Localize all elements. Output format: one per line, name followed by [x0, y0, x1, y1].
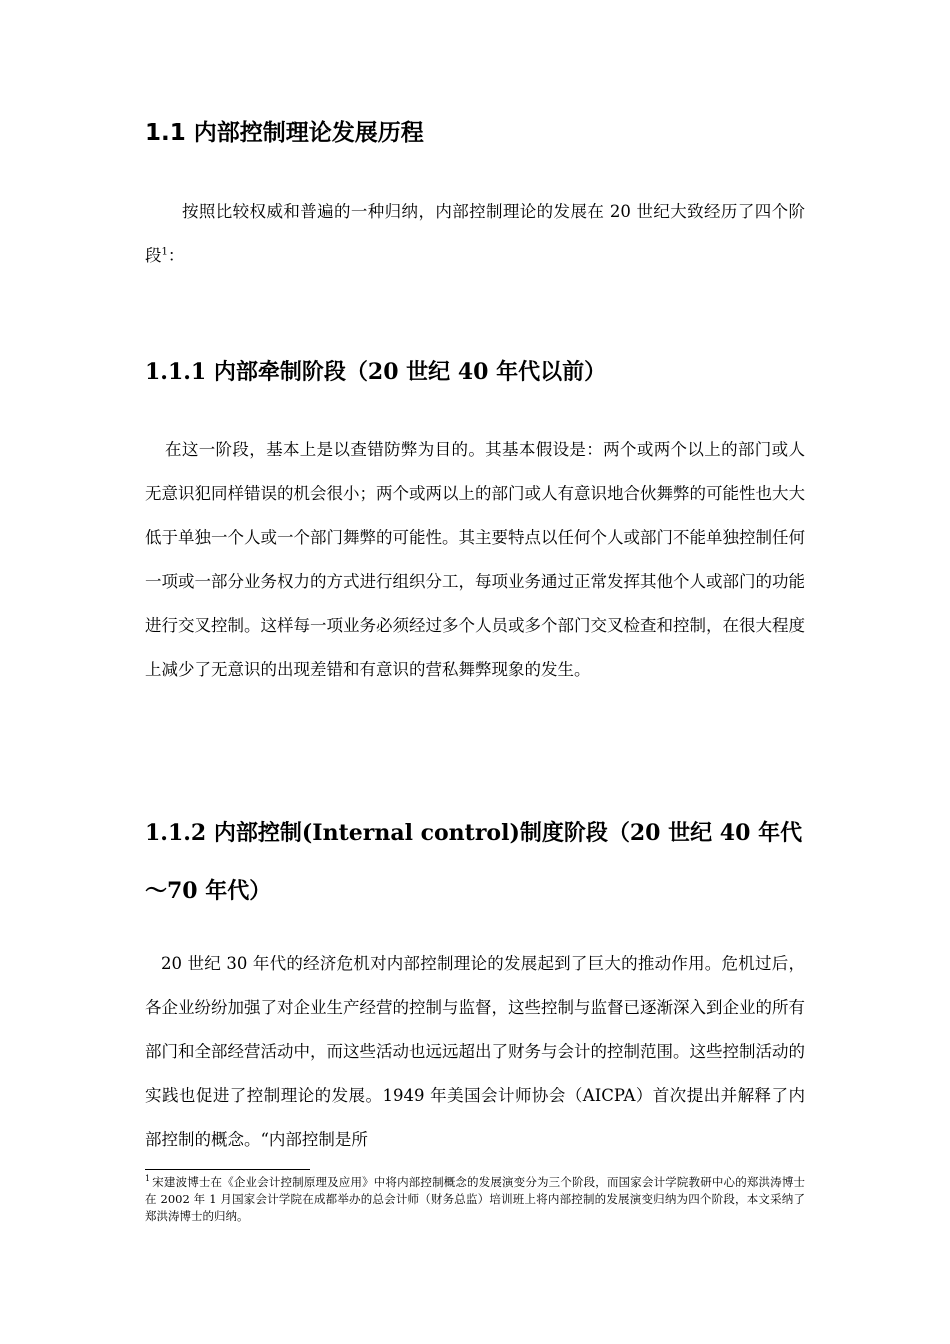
footnote-mark: 1 — [145, 1174, 151, 1184]
footnote-separator — [145, 1169, 310, 1170]
section-1-1-2-paragraph: 20 世纪 30 年代的经济危机对内部控制理论的发展起到了巨大的推动作用。危机过后，各企业纷纷加强了对企业生产经营的控制与监督，这些控制与监督已逐渐深入到企业的所有部门和全部经营活动中，而这些活动也远远超出了财务与会计的控制范围。这些控制活动的实践也促进了控制理论的发展。1949 年美国会计师协会（AICPA）首次提出并解释了内部控制的概念。“内部控制是所 — [145, 954, 805, 1149]
intro-tail: ： — [167, 246, 185, 265]
section-heading-1-1: 1.1 内部控制理论发展历程 — [145, 120, 424, 146]
intro-text: 按照比较权威和普遍的一种归纳，内部控制理论的发展在 20 世纪大致经历了四个阶段 — [145, 202, 805, 265]
footnote-reference[interactable]: 1 — [161, 246, 168, 258]
section-heading-1-1-1: 1.1.1 内部牵制阶段（20 世纪 40 年代以前） — [145, 359, 607, 385]
section-heading-1-1-2: 1.1.2 内部控制(Internal control)制度阶段（20 世纪 40 年代～70 年代） — [145, 820, 803, 904]
footnote-text: 宋建波博士在《企业会计控制原理及应用》中将内部控制概念的发展演变分为三个阶段，而国家会计学院教研中心的郑洪涛博士在 2002 年 1 月国家会计学院在成都举办的总会计师（财务总监）培训班上将内部控制的发展演变归纳为四个阶段，本文采纳了郑洪涛博士的归纳。 — [145, 1175, 805, 1223]
section-1-1-1-paragraph: 在这一阶段，基本上是以查错防弊为目的。其基本假设是：两个或两个以上的部门或人无意识犯同样错误的机会很小；两个或两以上的部门或人有意识地合伙舞弊的可能性也大大低于单独一个人或一个部门舞弊的可能性。其主要特点以任何个人或部门不能单独控制任何一项或一部分业务权力的方式进行组织分工，每项业务通过正常发挥其他个人或部门的功能进行交叉控制。这样每一项业务必须经过多个人员或多个部门交叉检查和控制，在很大程度上减少了无意识的出现差错和有意识的营私舞弊现象的发生。 — [145, 440, 805, 679]
intro-paragraph — [145, 190, 805, 278]
footnote — [145, 1174, 805, 1225]
